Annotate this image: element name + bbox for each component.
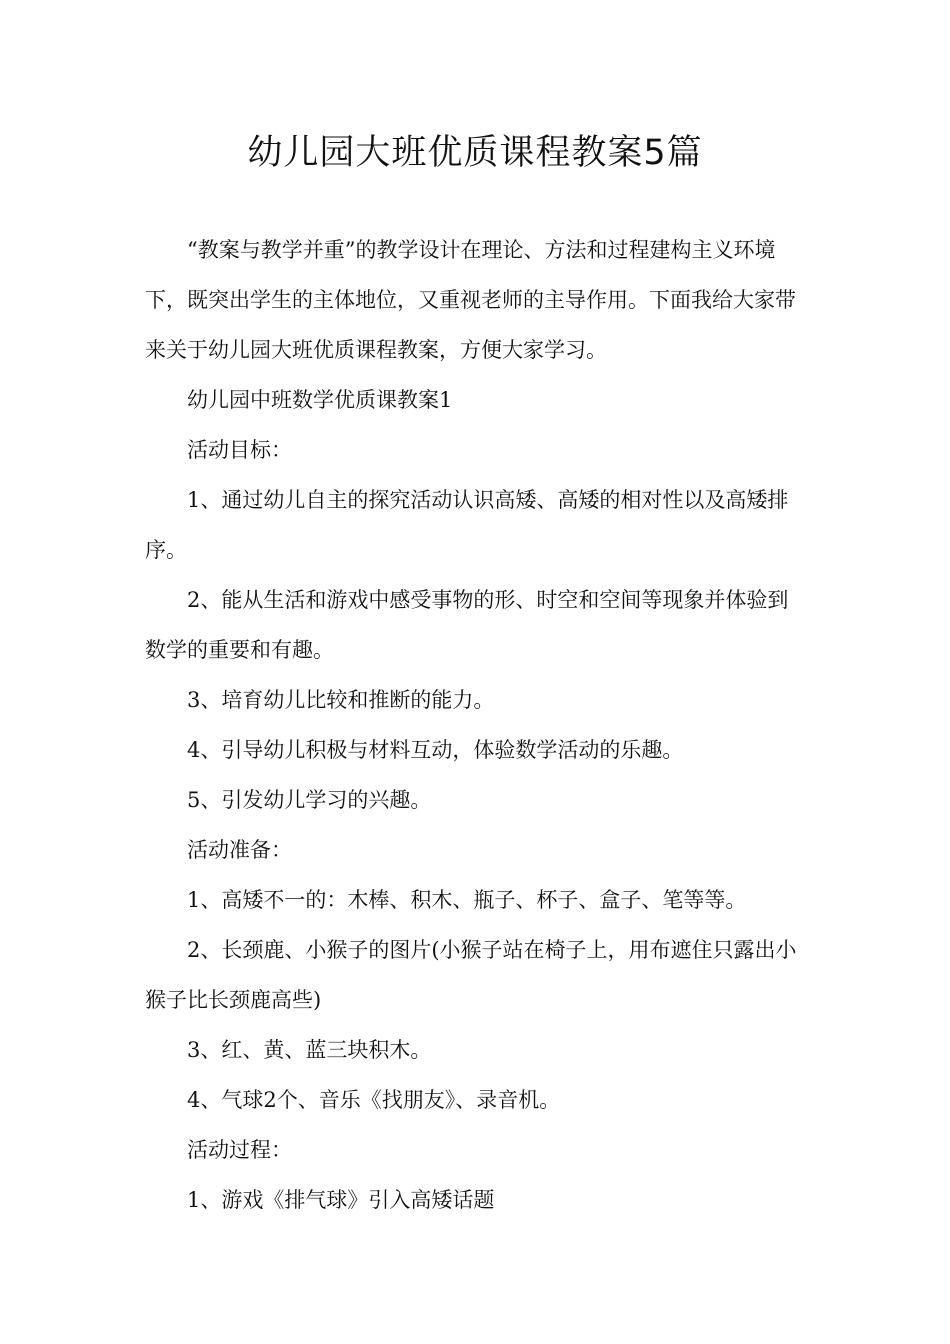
paragraph-goal-2: 2、能从生活和游戏中感受事物的形、时空和空间等现象并体验到数学的重要和有趣。	[145, 588, 789, 662]
paragraph-prep-2: 2、长颈鹿、小猴子的图片(小猴子站在椅子上，用布遮住只露出小猴子比长颈鹿高些)	[145, 938, 797, 1012]
paragraph-process-1: 1、游戏《排气球》引入高矮话题	[187, 1188, 495, 1212]
paragraph-process-heading: 活动过程：	[187, 1138, 292, 1162]
paragraph-prep-1: 1、高矮不一的：木棒、积木、瓶子、杯子、盒子、笔等等。	[187, 888, 747, 912]
paragraph-goal-4: 4、引导幼儿积极与材料互动，体验数学活动的乐趣。	[187, 738, 684, 762]
paragraph-lesson-heading: 幼儿园中班数学优质课教案1	[187, 388, 453, 412]
paragraph-prep-4: 4、气球2个、音乐《找朋友》、录音机。	[187, 1088, 561, 1112]
paragraph-goal-3: 3、培育幼儿比较和推断的能力。	[187, 688, 495, 712]
paragraph-goals-heading: 活动目标：	[187, 438, 292, 462]
paragraph-goal-1: 1、通过幼儿自主的探究活动认识高矮、高矮的相对性以及高矮排序。	[145, 488, 789, 562]
paragraph-goal-5: 5、引发幼儿学习的兴趣。	[187, 788, 432, 812]
paragraph-prep-3: 3、红、黄、蓝三块积木。	[187, 1038, 432, 1062]
document-body	[145, 225, 807, 1225]
document-title: 幼儿园大班优质课程教案5篇	[247, 133, 703, 173]
paragraph-intro: “教案与教学并重”的教学设计在理论、方法和过程建构主义环境下，既突出学生的主体地位，又重视老师的主导作用。下面我给大家带来关于幼儿园大班优质课程教案，方便大家学习。	[145, 238, 796, 362]
paragraph-prep-heading: 活动准备：	[187, 838, 292, 862]
